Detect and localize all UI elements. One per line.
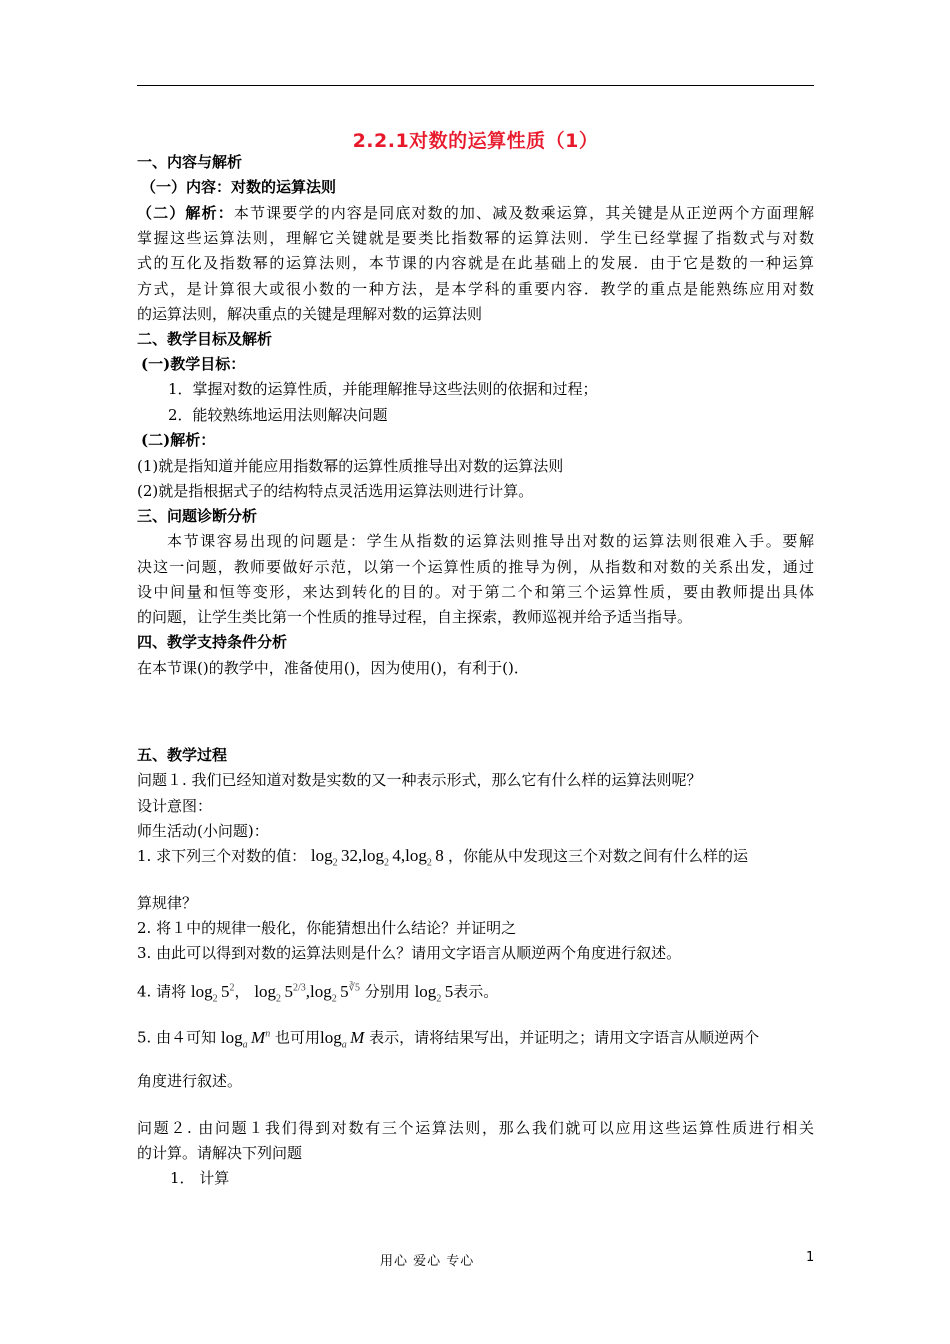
formula-log2-5-squared: $\log_2 5^2$: [190, 981, 235, 1005]
item-1-line: 1. 求下列三个对数的值： $\log_2 32,\log_2$ $4,\log_2$ 8 ，你能从中发现这三个对数之间有什么样的运: [137, 846, 749, 869]
design-intent: 设计意图：: [137, 797, 213, 815]
item-2: 2. 将１中的规律一般化，你能猜想出什么结论？并证明之: [137, 919, 517, 937]
goal-analysis-2: (2)就是指根据式子的结构特点灵活选用运算法则进行计算。: [137, 482, 534, 500]
section-2-heading: 二、教学目标及解析: [137, 330, 273, 348]
section-5-heading: 五、教学过程: [137, 746, 228, 764]
analysis-line-5: 的运算法则，解决重点的关键是理解对数的运算法则: [137, 305, 483, 323]
analysis-label: （二）解析：: [137, 204, 234, 222]
formula-logs-32-4-8: $\log_2 32,\log_2$ $4,\log_2$ 8: [310, 846, 444, 869]
section-3-heading: 三、问题诊断分析: [137, 507, 258, 525]
formula-loga-M-n: $\log_a M^n$: [220, 1027, 271, 1051]
item-5-line-2: 角度进行叙述。: [137, 1072, 243, 1090]
goal-1: 1．掌握对数的运算性质，并能理解推导这些法则的依据和过程；: [168, 380, 598, 398]
diagnosis-line-4: 的问题，让学生类比第一个性质的推导过程，自主探索，教师巡视并给予适当指导。: [137, 608, 693, 626]
page-number: 1: [806, 1250, 815, 1265]
goal-analysis-heading: (二)解析：: [141, 431, 216, 449]
document-title: 2.2.1对数的运算性质（1）: [352, 130, 599, 152]
goal-analysis-1: (1)就是指知道并能应用指数幂的运算性质推导出对数的运算法则: [137, 457, 564, 475]
diagnosis-line-1: 本节课容易出现的问题是：学生从指数的运算法则推导出对数的运算法则很难入手。要解: [167, 532, 814, 550]
question-1: 问题１. 我们已经知道对数是实数的又一种表示形式，那么它有什么样的运算法则呢？: [137, 771, 702, 789]
formula-log2-5-powers: $\log_2 5^{2/3},\log_2$ $5^{∛5}$: [254, 981, 360, 1005]
formula-loga-M: $\log_a M$: [319, 1027, 365, 1051]
goal-2: 2．能较熟练地运用法则解决问题: [168, 406, 388, 424]
section-1-heading: 一、内容与解析: [137, 153, 243, 171]
analysis-line-3: 式的互化及指数幂的运算法则，本节课的内容就是在此基础上的发展．由于它是数的一种运算: [137, 254, 814, 272]
page-footer: 用心 爱心 专心: [380, 1254, 475, 1269]
question-2-line-2: 的计算。请解决下列问题: [137, 1144, 303, 1162]
item-1-line-2: 算规律？: [137, 894, 198, 912]
question-2-line-1: 问题２. 由问题１我们得到对数有三个运算法则，那么我们就可以应用这些运算性质进行相关: [137, 1119, 814, 1137]
section-4-heading: 四、教学支持条件分析: [137, 633, 288, 651]
goals-heading: (一)教学目标：: [141, 355, 246, 373]
content-line: （一）内容：对数的运算法则: [141, 178, 337, 196]
analysis-line-1: （二）解析：本节课要学的内容是同底对数的加、减及数乘运算，其关键是从正逆两个方面理解: [137, 204, 814, 222]
formula-log2-5: $\log_2 5$: [414, 981, 454, 1005]
analysis-line-4: 方式，是计算很大或很小数的一种方法，是本学科的重要内容．教学的重点是能熟练应用对数: [137, 280, 814, 298]
header-rule: [137, 85, 814, 86]
teacher-student-activity: 师生活动(小问题)：: [137, 822, 269, 840]
diagnosis-line-2: 决这一问题，教师要做好示范，以第一个运算性质的推导为例，从指数和对数的关系出发，通过: [137, 558, 814, 576]
support-line: 在本节课()的教学中，准备使用()，因为使用()，有利于()．: [137, 659, 529, 677]
analysis-line-2: 掌握这些运算法则，理解它关键就是要类比指数幂的运算法则．学生已经掌握了指数式与对数: [137, 229, 814, 247]
item-4-line: 4. 请将 $\log_2 5^2$， $\log_2 5^{2/3},\log_2$ $5^{∛5}$ 分别用 $\log_2 5$表示。: [137, 981, 499, 1005]
diagnosis-line-3: 设中间量和恒等变形，来达到转化的目的。对于第二个和第三个运算性质，要由教师提出具体: [137, 583, 814, 601]
calc-item: 1． 计算: [170, 1169, 230, 1187]
item-5-line: 5. 由４可知 $\log_a M^n$ 也可用$\log_a M$ 表示，请将结果写出，并证明之；请用文字语言从顺逆两个: [137, 1027, 760, 1051]
item-3: 3. 由此可以得到对数的运算法则是什么？请用文字语言从顺逆两个角度进行叙述。: [137, 944, 682, 962]
